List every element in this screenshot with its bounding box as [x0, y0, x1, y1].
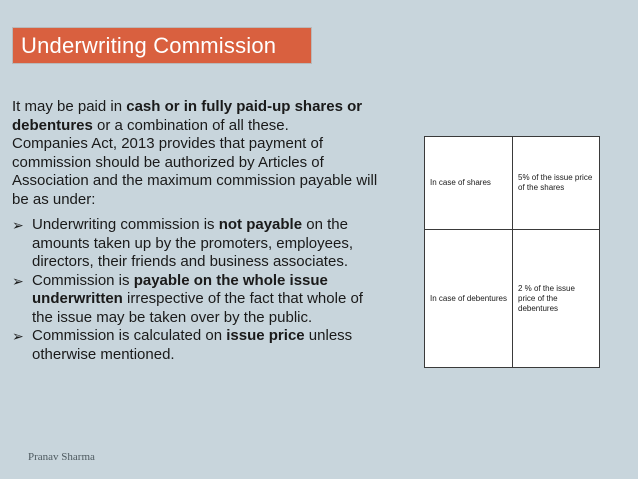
- bullet-text-end: unless otherwise mentioned.: [32, 327, 353, 363]
- arrow-bullet-icon: ➢: [12, 328, 24, 344]
- bullet-text-end: on the amounts taken up by the promoters, employees, directors, their friends and business associates.: [32, 216, 354, 270]
- arrow-bullet-icon: ➢: [12, 272, 24, 289]
- bullet-bold-text: not payable: [218, 216, 303, 233]
- slide-title: Underwriting Commission: [21, 32, 277, 58]
- bullet-text: Underwriting commission is: [32, 216, 219, 233]
- slide-body: [12, 98, 384, 364]
- table-row: [425, 230, 600, 368]
- table-cell-case: In case of shares: [425, 137, 513, 230]
- bullet-text: Commission is: [32, 271, 134, 289]
- table-cell-rate: 5% of the issue price of the shares: [513, 137, 600, 230]
- author-footer: Pranav Sharma: [28, 451, 95, 463]
- intro-bold-text: cash or in fully paid-up shares or debentures: [12, 98, 363, 134]
- table-cell-rate: 2 % of the issue price of the debentures: [513, 230, 600, 368]
- bullet-bold-text: payable on the whole issue underwritten: [32, 271, 328, 307]
- intro-text-end: or a combination of all these.: [92, 116, 289, 134]
- bullet-text-end: irrespective of the fact that whole of the issue may be taken over by the public.: [32, 290, 363, 326]
- intro-paragraph: [12, 98, 384, 135]
- bullet-list: [12, 216, 384, 364]
- bullet-text: Commission is calculated on: [32, 327, 227, 344]
- table-row: [425, 137, 600, 230]
- arrow-bullet-icon: ➢: [12, 217, 24, 233]
- bullet-item: [12, 216, 384, 272]
- intro-text: It may be paid in: [12, 98, 127, 115]
- bullet-item: [12, 272, 384, 328]
- bullet-bold-text: issue price: [226, 327, 305, 344]
- slide-title-banner: [12, 27, 312, 64]
- companies-act-paragraph: Companies Act, 2013 provides that payment of commission should be authorized by Articles of Association and the maximum commission payable will be as under:: [12, 135, 378, 208]
- table-cell-case: In case of debentures: [425, 230, 513, 368]
- bullet-item: [12, 327, 384, 364]
- commission-rate-table: [424, 136, 600, 368]
